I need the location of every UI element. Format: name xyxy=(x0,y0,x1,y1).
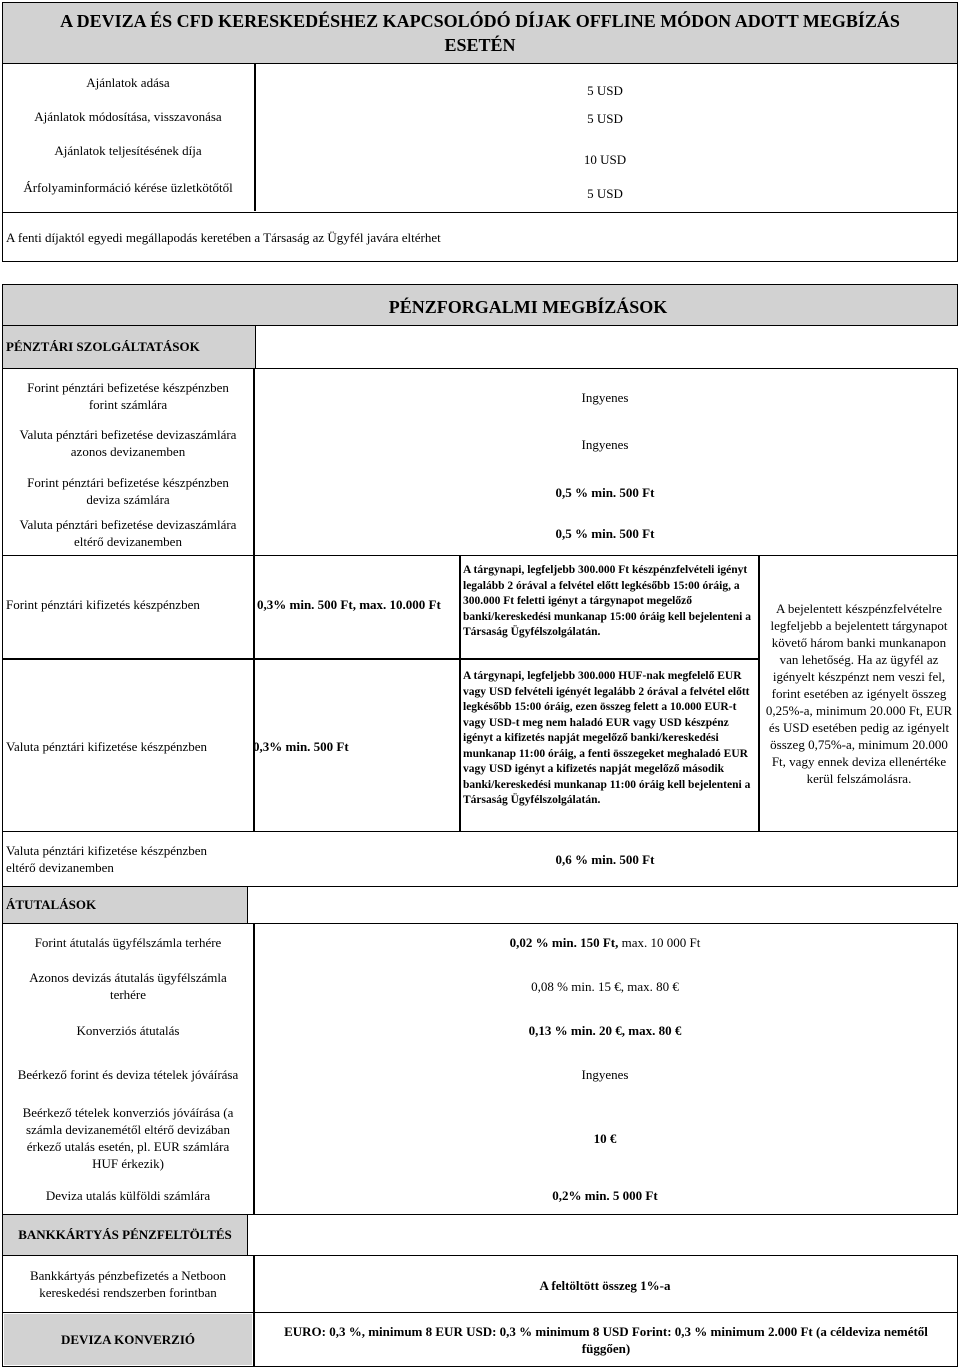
offline-title-line1: A DEVIZA ÉS CFD KERESKEDÉSHEZ KAPCSOLÓDÓ DÍJAK OFFLINE MÓDON ADOTT MEGBÍZÁS xyxy=(60,11,900,31)
fx-withdrawal-note: A tárgynapi, legfeljebb 300.000 HUF-nak megfelelő EUR vagy USD felvételi igényét legalább 2 órával a felvétel előtt legkésőbb 15:00 óráig, ezen összeg felett a 10.000 EUR-t vagy USD-t meg nem haladó EUR vagy USD készpénz igényt a kifizetés napját megelőző banki/kereskedési munkanap 11:00 óráig, a fenti összegeket meghaladó EUR vagy USD igényt a kifizetés napját megelőző második banki/kereskedési munkanap 11:00 óráig kell bejelenteni a Társaság Ügyfélszolgálatán. xyxy=(463,670,751,806)
column-divider xyxy=(459,555,461,832)
offline-row-label: Ajánlatok módosítása, visszavonása xyxy=(34,108,222,124)
conversion-fee: EURO: 0,3 %, minimum 8 EUR USD: 0,3 % minimum 8 USD Forint: 0,3 % minimum 2.000 Ft (a céldeviza nemétől függően) xyxy=(284,1324,928,1356)
column-divider xyxy=(254,64,256,211)
card-topup-fee: A feltöltött összeg 1%-a xyxy=(539,1277,671,1293)
deposit-fee: 0,5 % min. 500 Ft xyxy=(555,525,655,541)
payments-title: PÉNZFORGALMI MEGBÍZÁSOK xyxy=(388,296,668,317)
fx-withdrawal-fee: 0,3% min. 500 Ft xyxy=(253,738,349,754)
deposit-fee: Ingyenes xyxy=(581,389,629,405)
transfer-label: Forint átutalás ügyfélszámla terhére xyxy=(34,934,222,950)
transfer-label: Azonos devizás átutalás ügyfélszámla terhére xyxy=(29,970,227,1002)
diff-currency-label: Valuta pénztári kifizetése készpénzben eltérő devizanemben xyxy=(6,843,208,875)
transfer-label: Beérkező tételek konverziós jóváírása (a számla devizanemétől eltérő devizában érkező utalás esetén, pl. EUR számlára HUF érkezik) xyxy=(22,1105,234,1171)
transfer-fee: 10 € xyxy=(593,1130,617,1146)
payments-header xyxy=(2,284,958,326)
huf-withdrawal-label: Forint pénztári kifizetés készpénzben xyxy=(6,596,200,612)
huf-withdrawal-fee: 0,3% min. 500 Ft, max. 10.000 Ft xyxy=(257,596,441,612)
deposit-label: Valuta pénztári befizetése devizaszámlára azonos devizanemben xyxy=(19,427,237,459)
column-divider xyxy=(253,1312,255,1367)
fx-withdrawal-label: Valuta pénztári kifizetése készpénzben xyxy=(6,738,208,754)
column-divider xyxy=(253,555,255,832)
transfer-label: Beérkező forint és deviza tételek jóváírása xyxy=(17,1066,239,1082)
offline-row-value: 10 USD xyxy=(583,151,627,167)
card-topup-header: BANKKÁRTYÁS PÉNZFELTÖLTÉS xyxy=(2,1214,248,1256)
huf-withdrawal-note: A tárgynapi, legfeljebb 300.000 Ft készpénzfelvételi igényt legalább 2 órával a felvétel előtt legkésőbb 15:00 óráig, a 300.000 Ft feletti igényt a tárgynapot megelőző banki/kereskedési munkanap 15:00 óráig kell bejelenteni a Társaság Ügyfélszolgálatán. xyxy=(463,564,751,638)
column-divider xyxy=(758,555,760,832)
column-divider xyxy=(253,368,255,556)
transfer-fee: 0,08 % min. 15 €, max. 80 € xyxy=(531,978,679,994)
row-divider xyxy=(2,658,759,660)
offline-row-label: Ajánlatok teljesítésének díja xyxy=(54,142,202,158)
deposit-label: Forint pénztári befizetése készpénzben deviza számlára xyxy=(27,475,229,507)
conversion-label: DEVIZA KONVERZIÓ xyxy=(4,1314,252,1365)
transfer-fee: 0,02 % min. 150 Ft, max. 10 000 Ft xyxy=(509,934,701,950)
transfer-label: Konverziós átutalás xyxy=(76,1022,180,1038)
transfer-label: Deviza utalás külföldi számlára xyxy=(45,1187,211,1203)
column-divider xyxy=(253,923,255,1215)
transfer-fee: 0,13 % min. 20 €, max. 80 € xyxy=(528,1022,682,1038)
deposit-label: Forint pénztári befizetése készpénzben forint számlára xyxy=(27,380,229,412)
cash-services-header: PÉNZTÁRI SZOLGÁLTATÁSOK xyxy=(2,325,256,369)
deposit-label: Valuta pénztári befizetése devizaszámlára eltérő devizanemben xyxy=(19,517,237,549)
offline-row-label: Ajánlatok adása xyxy=(86,74,170,90)
withdrawal-right-note: A bejelentett készpénzfelvételre legfeljebb a bejelentett tárgynapot követő három banki munkanapon van lehetőség. Ha az ügyfél az igényelt készpénzt nem veszi fel, forint esetében az igényelt összeg 0,25%-a, minimum 20.000 Ft, EUR és USD esetében pedig az igényelt összeg 0,75%-a, minimum 20.000 Ft, vagy ennek deviza ellenértéke kerül felszámolásra. xyxy=(765,600,953,786)
offline-row-value: 5 USD xyxy=(587,185,623,201)
diff-currency-fee: 0,6 % min. 500 Ft xyxy=(555,851,655,867)
offline-note: A fenti díjaktól egyedi megállapodás keretében a Társaság az Ügyfél javára eltérhet xyxy=(2,212,958,262)
offline-row-value: 5 USD xyxy=(587,82,623,98)
transfer-fee: 0,2% min. 5 000 Ft xyxy=(552,1187,658,1203)
transfer-fee: Ingyenes xyxy=(581,1066,629,1082)
offline-row-label: Árfolyaminformáció kérése üzletkötőtől xyxy=(23,179,233,195)
card-topup-label: Bankkártyás pénzbefizetés a Netboon kereskedési rendszerben forintban xyxy=(29,1268,226,1300)
deposit-fee: 0,5 % min. 500 Ft xyxy=(555,484,655,500)
offline-title-line2: ESETÉN xyxy=(444,35,516,55)
transfers-header: ÁTUTALÁSOK xyxy=(2,886,248,924)
deposit-fee: Ingyenes xyxy=(581,436,629,452)
column-divider xyxy=(253,1255,255,1313)
offline-row-value: 5 USD xyxy=(587,110,623,126)
offline-fees-title xyxy=(2,2,958,64)
